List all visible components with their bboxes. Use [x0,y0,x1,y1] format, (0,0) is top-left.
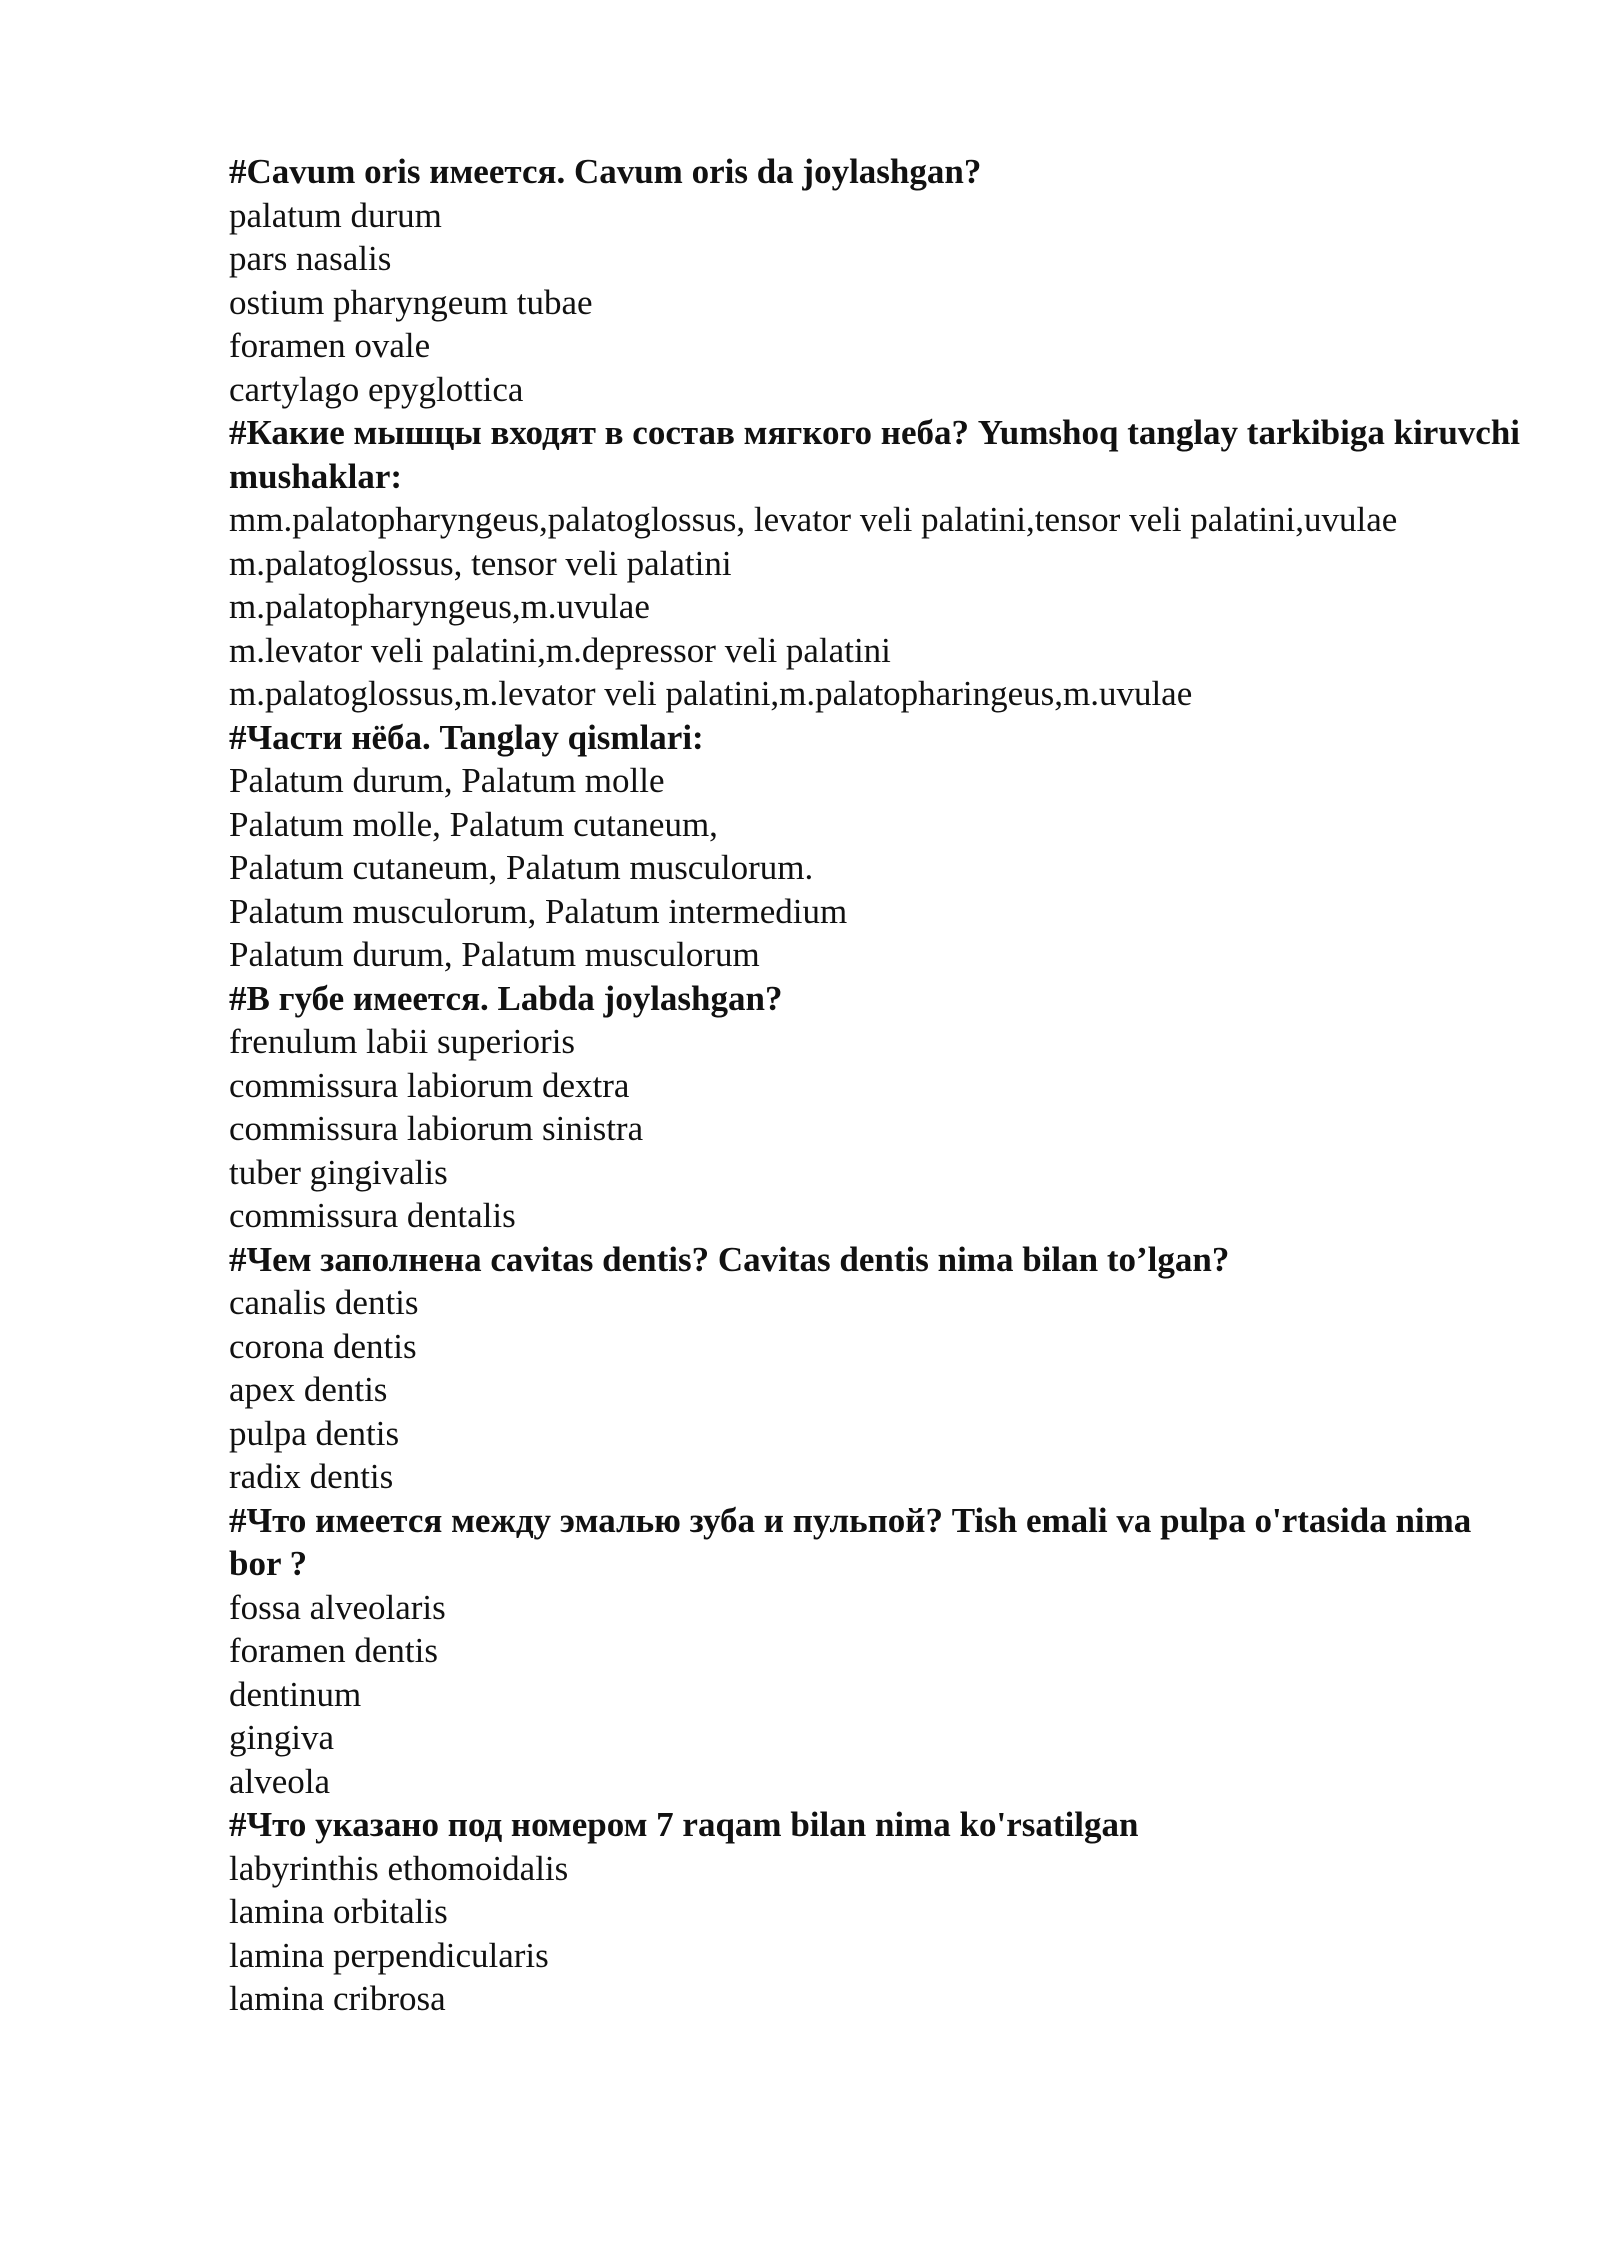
answer-option: lamina orbitalis [229,1892,448,1931]
question-text: #В губе имеется. Labda joylashgan? [229,978,783,1018]
answer-option: mm.palatopharyngeus,palatoglossus, levator veli palatini,tensor veli palatini,uvulae [229,500,1398,539]
answer-option: pars nasalis [229,239,392,278]
answer-option: alveola [229,1761,331,1801]
question-text: #Какие мышцы входят в состав мягкого неба? Yumshoq tanglay tarkibiga kiruvchi mushaklar: [229,413,1521,496]
question-block [229,716,1529,977]
answer-option: lamina perpendicularis [229,1935,549,1975]
answer-option: labyrinthis ethomoidalis [229,1848,569,1888]
answer-option: apex dentis [229,1370,388,1409]
answer-option: gingiva [229,1718,334,1757]
answer-option: frenulum labii superioris [229,1022,576,1061]
answer-option: fossa alveolaris [229,1587,446,1627]
answer-option: tuber gingivalis [229,1152,448,1192]
answer-option: Palatum durum, Palatum molle [229,761,665,800]
question-block [229,1803,1529,2021]
answer-option: Palatum molle, Palatum cutaneum, [229,804,718,844]
answer-option: Palatum musculorum, Palatum intermedium [229,891,848,931]
answer-option: foramen dentis [229,1631,438,1670]
answer-option: commissura labiorum sinistra [229,1109,644,1148]
answer-option: ostium pharyngeum tubae [229,282,593,322]
question-block [229,1238,1529,1499]
answer-option: foramen ovale [229,326,431,365]
answer-option: m.levator veli palatini,m.depressor veli palatini [229,630,891,670]
answer-option: corona dentis [229,1326,417,1366]
question-text: #Части нёба. Tanglay qismlari: [229,717,704,757]
question-text: #Что указано под номером 7 raqam bilan nima ko'rsatilgan [229,1805,1139,1844]
answer-option: lamina cribrosa [229,1979,446,2018]
question-text: #Чем заполнена cavitas dentis? Cavitas dentis nima bilan to’lgan? [229,1239,1230,1279]
answer-option: m.palatoglossus, tensor veli palatini [229,543,732,583]
answer-option: commissura labiorum dextra [229,1065,630,1105]
answer-option: palatum durum [229,195,442,235]
question-text: #Что имеется между эмалью зуба и пульпой? Tish emali va pulpa o'rtasida nima bor ? [229,1500,1472,1583]
answer-option: cartylago epyglottica [229,369,524,409]
document-page [229,150,1529,2021]
answer-option: radix dentis [229,1457,394,1496]
answer-option: dentinum [229,1674,362,1714]
question-block [229,411,1529,716]
question-text: #Cavum oris имеется. Cavum oris da joylashgan? [229,152,982,191]
answer-option: Palatum durum, Palatum musculorum [229,935,760,974]
answer-option: m.palatopharyngeus,m.uvulae [229,587,650,626]
answer-option: commissura dentalis [229,1196,516,1235]
answer-option: m.palatoglossus,m.levator veli palatini,m.palatopharingeus,m.uvulae [229,674,1193,713]
question-block [229,977,1529,1238]
answer-option: canalis dentis [229,1283,419,1322]
question-block [229,1499,1529,1804]
answer-option: Palatum cutaneum, Palatum musculorum. [229,848,814,887]
question-block [229,150,1529,411]
answer-option: pulpa dentis [229,1413,400,1453]
